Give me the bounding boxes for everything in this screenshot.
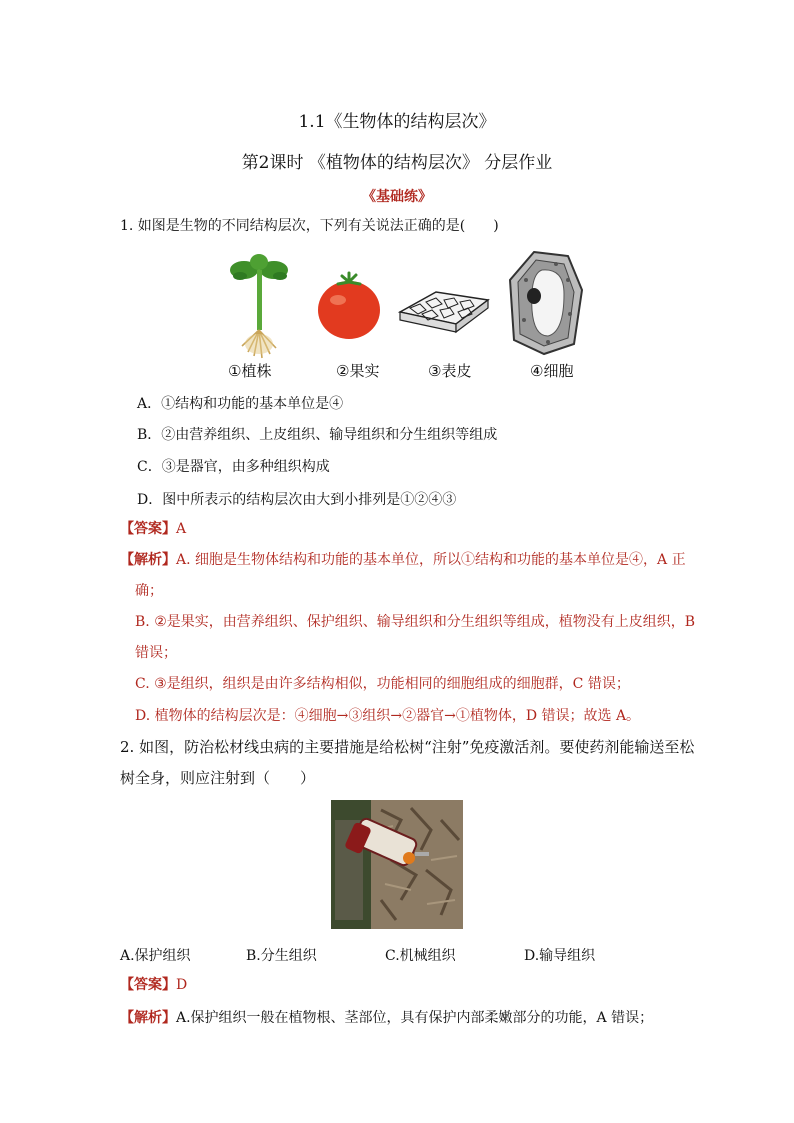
q1-option-c: C．③是器官，由多种组织构成 [137, 459, 330, 475]
analysis-label: 【解析】 [120, 1010, 176, 1026]
answer-label: 【答案】 [120, 977, 176, 993]
q1-analysis-line-1 [120, 550, 686, 570]
q1-analysis-line-1b: 确； [135, 583, 163, 599]
analysis-label: 【解析】 [120, 552, 176, 568]
figure-label-fruit: ②果实 [336, 362, 380, 380]
q2-analysis-line-1 [120, 1008, 653, 1028]
figure-label-plant: ①植株 [228, 362, 272, 380]
doc-title: 1.1《生物体的结构层次》 [298, 112, 496, 132]
q2-stem-line-1: 2. 如图，防治松材线虫病的主要措施是给松树“注射”免疫激活剂。要使药剂能输送至松 [120, 738, 695, 756]
tomato-figure [316, 270, 382, 342]
q1-analysis-b2: 错误； [135, 645, 177, 661]
q2-stem-line-2: 树全身，则应注射到（ ） [120, 769, 316, 787]
figure-label-cell: ④细胞 [530, 362, 574, 380]
q1-option-d: D．图中所表示的结构层次由大到小排列是①②④③ [137, 492, 457, 508]
q2-answer [120, 975, 187, 995]
answer-value: A [176, 521, 187, 537]
q1-answer [120, 519, 186, 539]
analysis-text: A.保护组织一般在植物根、茎部位，具有保护内部柔嫩部分的功能，A 错误； [176, 1010, 654, 1026]
q1-option-a: A．①结构和功能的基本单位是④ [137, 396, 344, 412]
epidermis-figure [396, 290, 492, 334]
answer-value: D [176, 977, 188, 993]
figure-label-epidermis: ③表皮 [428, 362, 472, 380]
answer-label: 【答案】 [120, 521, 176, 537]
analysis-text: A. 细胞是生物体结构和功能的基本单位，所以①结构和功能的基本单位是④，A 正 [176, 552, 686, 568]
q1-analysis-b: B. ②是果实，由营养组织、保护组织、输导组织和分生组织等组成，植物没有上皮组织，B [135, 614, 696, 630]
q1-option-b: B．②由营养组织、上皮组织、输导组织和分生组织等组成 [137, 427, 498, 443]
q2-choice-d: D.输导组织 [524, 948, 596, 964]
q1-stem: 1. 如图是生物的不同结构层次，下列有关说法正确的是( ) [120, 218, 499, 234]
seedling-figure [228, 252, 292, 360]
q1-analysis-d: D. 植物体的结构层次是：④细胞→③组织→②器官→①植物体，D 错误；故选 A。 [135, 708, 641, 724]
plant-cell-figure [508, 250, 584, 356]
q2-choice-a: A.保护组织 [120, 948, 191, 964]
section-heading: 《基础练》 [362, 189, 432, 205]
pine-injection-photo [331, 800, 463, 929]
q2-choice-c: C.机械组织 [385, 948, 456, 964]
q1-analysis-c: C. ③是组织，组织是由许多结构相似，功能相同的细胞组成的细胞群，C 错误； [135, 676, 630, 692]
q2-choice-b: B.分生组织 [246, 948, 317, 964]
doc-subtitle: 第2课时 《植物体的结构层次》 分层作业 [241, 153, 553, 173]
